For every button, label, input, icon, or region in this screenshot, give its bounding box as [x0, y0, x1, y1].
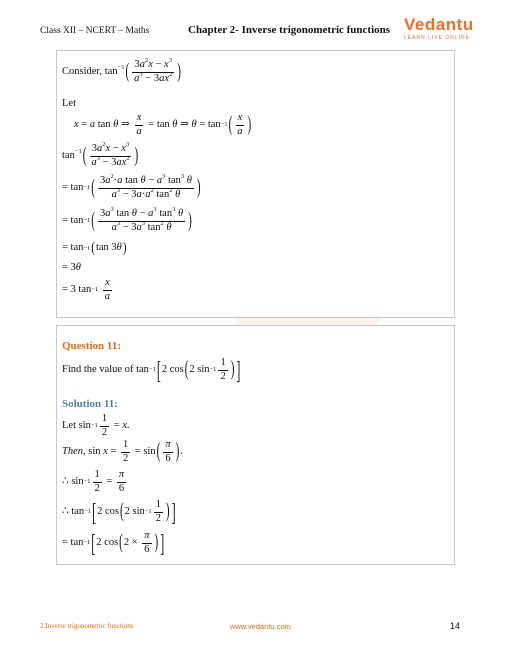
vedantu-logo [404, 15, 472, 49]
step-4: = tan −1 ( tan 3 θ ) [62, 239, 127, 256]
step-5: = 3θ [62, 262, 81, 273]
substitution-line: x = a tan θ ⇒ $\frac{x}{a}$ = tan θ ⇒ θ = tan −1 ( $\frac{x}{a}$ ) [74, 112, 252, 137]
footer-chapter: 2.Inverse trigonometric functions [40, 622, 134, 630]
step-2: = tan −1 ( $\frac{3a^2\cdot a \tan \theta - a^3 \tan^3 \theta}{a^3 - 3a\cdot a^2 \tan^2 \theta}$ ) [62, 173, 201, 200]
logo-tagline: LEARN LIVE ONLINE [404, 35, 470, 41]
step-1: $\tan^{-1}$ ( $\frac{3a^2x - x^3}{a^3 - 3ax^2}$ ) [62, 141, 139, 168]
sol-therefore-1: ∴ sin −1 $\frac{1}{2}$ = $\frac{\pi}{6}$ [62, 469, 125, 494]
chapter-title: Chapter 2- Inverse trigonometric functions [188, 24, 391, 36]
step-6: = 3 tan −1 $\frac{x}{a}$ [62, 277, 111, 302]
class-label: Class XII – NCERT – Maths [40, 26, 150, 36]
question-prompt-line: Find the value of tan −1 [ 2 cos ( 2 sin −1 $\frac{1}{2}$ ) ] [62, 355, 241, 385]
page-number: 14 [450, 621, 461, 631]
sol-let-label: Let [62, 419, 76, 431]
therefore-symbol: ∴ [62, 505, 69, 517]
sol-then-line: Then, sin x = $\frac{1}{2}$ = sin ( $\frac{\pi}{6}$ ) . [62, 439, 183, 464]
sol-then-label: Then, [62, 445, 86, 457]
let-label: Let [62, 98, 76, 109]
question-heading: Question 11: [62, 340, 121, 352]
logo-text: Vedantu [404, 15, 474, 34]
solution-heading: Solution 11: [62, 398, 118, 410]
consider-line: Consider, $\tan^{-1}$ ( $\frac{3a^2x - x^3}{a^3 - 3ax^2}$ ) [62, 57, 181, 84]
consider-label: Consider, [62, 65, 103, 77]
step-3: = tan −1 ( $\frac{3a^3 \tan \theta - a^3 \tan^3 \theta}{a^3 - 3a^3 \tan^2 \theta}$ ) [62, 206, 192, 233]
sol-therefore-2: ∴ tan −1 [ 2 cos ( 2 sin −1 $\frac{1}{2}$ ) ] [62, 497, 176, 527]
question-prompt: Find the value of [62, 363, 134, 375]
sol-let-line: Let sin −1 $\frac{1}{2}$ = x . [62, 413, 130, 438]
therefore-symbol: ∴ [62, 475, 69, 487]
sol-step-final: = tan −1 [ 2 cos ( 2 × $\frac{\pi}{6}$ ) ] [62, 528, 165, 558]
footer-website[interactable]: www.vedantu.com [230, 622, 291, 631]
